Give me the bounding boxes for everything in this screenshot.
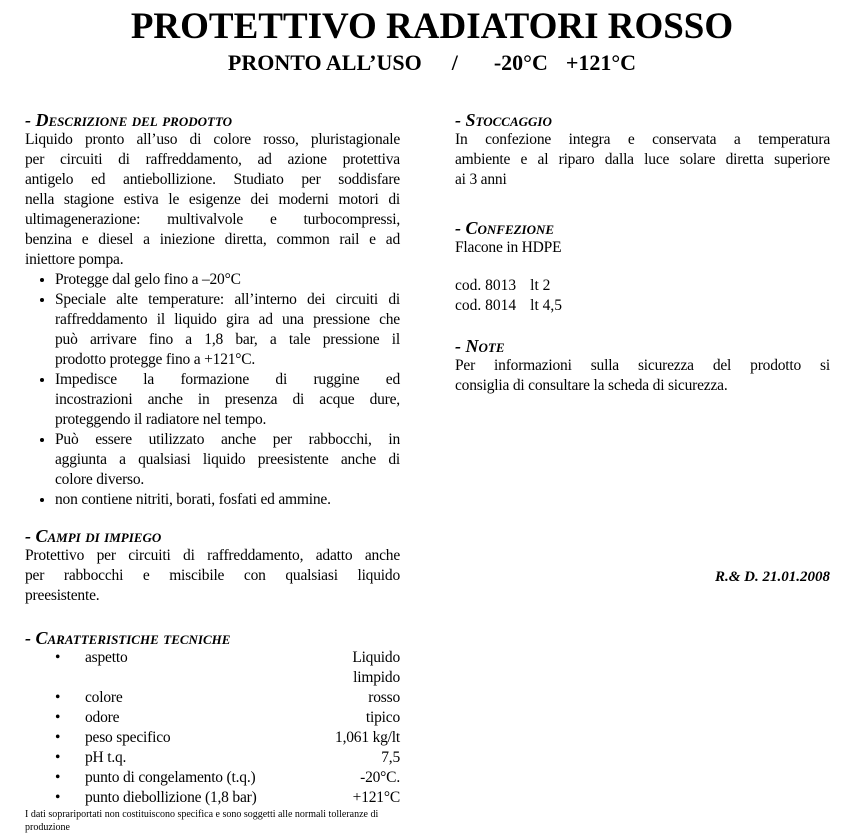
list-item [55, 270, 400, 290]
text-line: • Impedisce la formazione di ruggine ed [55, 371, 400, 388]
text-line: consiglia di consultare la scheda di sicurezza. [455, 377, 728, 394]
bullet-icon: • [55, 709, 61, 726]
code-line [455, 276, 830, 296]
note-paragraph [455, 356, 830, 396]
characteristic-label: punto diebollizione (1,8 bar) [85, 789, 257, 806]
text-line: • Protegge dal gelo fino a –20°C [55, 271, 241, 288]
confezione-package: Flacone in HDPE [455, 239, 562, 256]
text-line: aggiunta a qualsiasi liquido preesistente anche di [55, 451, 400, 468]
page-subtitle [0, 50, 864, 76]
characteristic-row [25, 788, 400, 808]
left-column [25, 110, 400, 834]
bullet-icon: • [55, 749, 61, 766]
subtitle-ready-label: PRONTO ALL’USO [227, 50, 422, 75]
characteristic-row [25, 708, 400, 728]
bullet-icon: • [55, 729, 61, 746]
list-item [55, 370, 400, 430]
text-line: colore diverso. [55, 471, 145, 488]
header [0, 6, 864, 76]
text-line: Per informazioni sulla sicurezza del prodotto si [455, 357, 830, 374]
text-line: ambiente e al riparo dalla luce solare diretta superiore [455, 151, 830, 168]
text-line: I dati soprariportati non costituiscono specifica e sono soggetti alle normali tolleranze di [25, 809, 379, 820]
subtitle-separator: / [451, 50, 458, 75]
descrizione-bullet-list [25, 270, 400, 510]
code-line [455, 296, 830, 316]
text-line: nella stagione estiva le esigenze dei moderni motori di [25, 191, 400, 208]
code-size: lt 4,5 [530, 297, 563, 314]
section-heading-confezione: - Confezione [455, 218, 555, 238]
section-heading-descrizione: - Descrizione del prodotto [25, 110, 233, 130]
text-line: preesistente. [25, 587, 100, 604]
text-line: antigelo ed antiebollizione. Studiato per soddisfare [25, 171, 400, 188]
text-line: • Può essere utilizzato anche per rabbocchi, in [55, 431, 400, 448]
subtitle-temp-min: -20°C [493, 50, 548, 75]
bullet-icon: • [55, 789, 61, 806]
characteristic-value: 1,061 kg/lt [335, 729, 400, 746]
subtitle-temp-max: +121°C [565, 50, 637, 75]
stoccaggio-paragraph [455, 130, 830, 190]
characteristics-list [25, 648, 400, 808]
list-item [55, 430, 400, 490]
revision-stamp: R.& D. 21.01.2008 [714, 569, 830, 585]
characteristic-row [25, 728, 400, 748]
characteristic-label: colore [85, 689, 123, 706]
characteristic-label: aspetto [85, 649, 128, 666]
text-line: proteggendo il radiatore nel tempo. [55, 411, 267, 428]
characteristic-row [25, 768, 400, 788]
text-line: incostrazioni anche in presenza di acque dure, [55, 391, 400, 408]
code-size: lt 2 [530, 277, 551, 294]
characteristic-value: +121°C [352, 789, 400, 806]
characteristic-row [25, 648, 400, 688]
text-line: prodotto protegge fino a +121°C. [55, 351, 256, 368]
text-line: ultimagenerazione: multivalvole e turbocompressi, [25, 211, 400, 228]
text-line: In confezione integra e conservata a temperatura [455, 131, 830, 148]
right-column [455, 110, 830, 586]
text-line: raffreddamento il liquido gira ad una pressione che [55, 311, 400, 328]
text-line: ai 3 anni [455, 171, 507, 188]
list-item [55, 490, 400, 510]
section-stoccaggio [455, 110, 830, 190]
characteristic-label: odore [85, 709, 120, 726]
text-line: per rabbocchi e miscibile con qualsiasi liquido [25, 567, 400, 584]
bullet-icon: • [55, 649, 61, 666]
characteristic-value: 7,5 [381, 749, 400, 766]
text-line: benzina e diesel a iniezione diretta, common rail e ad [25, 231, 400, 248]
section-descrizione [25, 110, 400, 510]
section-heading-caratteristiche: - Caratteristiche tecniche [25, 628, 231, 648]
characteristic-value: tipico [365, 709, 400, 726]
text-line: Liquido pronto all’uso di colore rosso, pluristagionale [25, 131, 400, 148]
section-heading-campi: - Campi di impiego [25, 526, 162, 546]
text-line: per circuiti di raffreddamento, ad azione protettiva [25, 151, 400, 168]
characteristic-label: peso specifico [85, 729, 171, 746]
text-line: • Speciale alte temperature: all’interno dei circuiti di [55, 291, 400, 308]
text-line: iniettore pompa. [25, 251, 124, 268]
characteristic-row [25, 748, 400, 768]
list-item [55, 290, 400, 370]
characteristics-disclaimer [25, 808, 400, 834]
text-line: • non contiene nitriti, borati, fosfati ed ammine. [55, 491, 331, 508]
section-confezione [455, 218, 830, 316]
campi-paragraph [25, 546, 400, 606]
characteristic-value: -20°C. [360, 769, 400, 786]
characteristic-value: rosso [368, 689, 400, 706]
bullet-icon: • [55, 769, 61, 786]
characteristic-label: punto di congelamento (t.q.) [85, 769, 256, 786]
section-heading-note: - Note [455, 336, 505, 356]
code-number: cod. 8014 [455, 297, 517, 314]
section-campi-di-impiego [25, 526, 400, 606]
section-note [455, 336, 830, 396]
characteristic-row [25, 688, 400, 708]
text-line: produzione [25, 822, 70, 833]
characteristic-value: Liquido limpido [352, 649, 400, 686]
section-caratteristiche-tecniche [25, 628, 400, 834]
code-number: cod. 8013 [455, 277, 517, 294]
characteristic-label: pH t.q. [85, 749, 127, 766]
text-line: può arrivare fino a 1,8 bar, a tale pressione il [55, 331, 400, 348]
text-line: Protettivo per circuiti di raffreddamento, adatto anche [25, 547, 400, 564]
package-codes [455, 276, 830, 316]
bullet-icon: • [55, 689, 61, 706]
section-heading-stoccaggio: - Stoccaggio [455, 110, 552, 130]
descrizione-paragraph [25, 130, 400, 270]
page-title: PROTETTIVO RADIATORI ROSSO [130, 6, 734, 47]
